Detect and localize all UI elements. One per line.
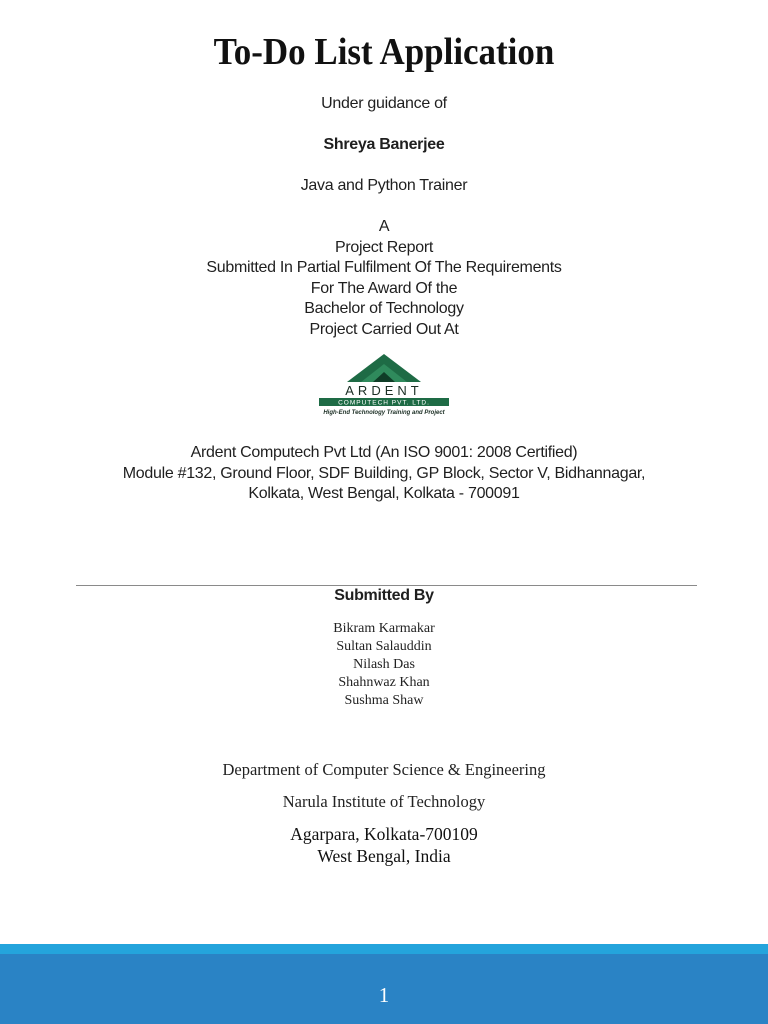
company-line: Ardent Computech Pvt Ltd (An ISO 9001: 2008 Certified)	[190, 444, 578, 461]
guide-role: Java and Python Trainer	[300, 177, 468, 194]
document-title: To-Do List Application	[213, 31, 555, 73]
footer-stripe	[0, 944, 768, 954]
report-line: Project Report	[334, 238, 434, 256]
list-item: Sushma Shaw	[344, 693, 424, 708]
company-details	[0, 443, 768, 505]
logo-subtitle: COMPUTECH PVT. LTD.	[338, 399, 430, 407]
logo-name: ARDENT	[345, 383, 423, 398]
page-number: 1	[378, 983, 390, 1007]
list-item: Nilash Das	[353, 657, 415, 672]
department-name: Department of Computer Science & Engineering	[222, 760, 546, 779]
ardent-logo	[0, 352, 768, 418]
address-line: West Bengal, India	[317, 846, 451, 866]
guidance-label: Under guidance of	[321, 95, 447, 112]
submitted-by-heading: Submitted By	[334, 587, 434, 604]
report-line: Submitted In Partial Fulfilment Of The Requirements	[206, 259, 562, 276]
submitters-list	[0, 620, 768, 710]
report-line: For The Award Of the	[310, 279, 458, 297]
company-line: Kolkata, West Bengal, Kolkata - 700091	[248, 485, 520, 502]
report-description	[0, 217, 768, 340]
list-item: Sultan Salauddin	[336, 639, 432, 654]
list-item: Bikram Karmakar	[333, 621, 435, 636]
list-item: Shahnwaz Khan	[338, 675, 430, 690]
report-line: Project Carried Out At	[309, 320, 459, 338]
college-address	[0, 823, 768, 867]
logo-tagline: High-End Technology Training and Project	[323, 410, 445, 416]
address-line: Agarpara, Kolkata-700109	[290, 824, 478, 844]
report-line: A	[378, 218, 390, 235]
college-name: Narula Institute of Technology	[282, 792, 486, 811]
company-line: Module #132, Ground Floor, SDF Building, GP Block, Sector V, Bidhannagar,	[122, 464, 646, 482]
report-line: Bachelor of Technology	[304, 300, 464, 317]
guide-name: Shreya Banerjee	[323, 136, 445, 153]
